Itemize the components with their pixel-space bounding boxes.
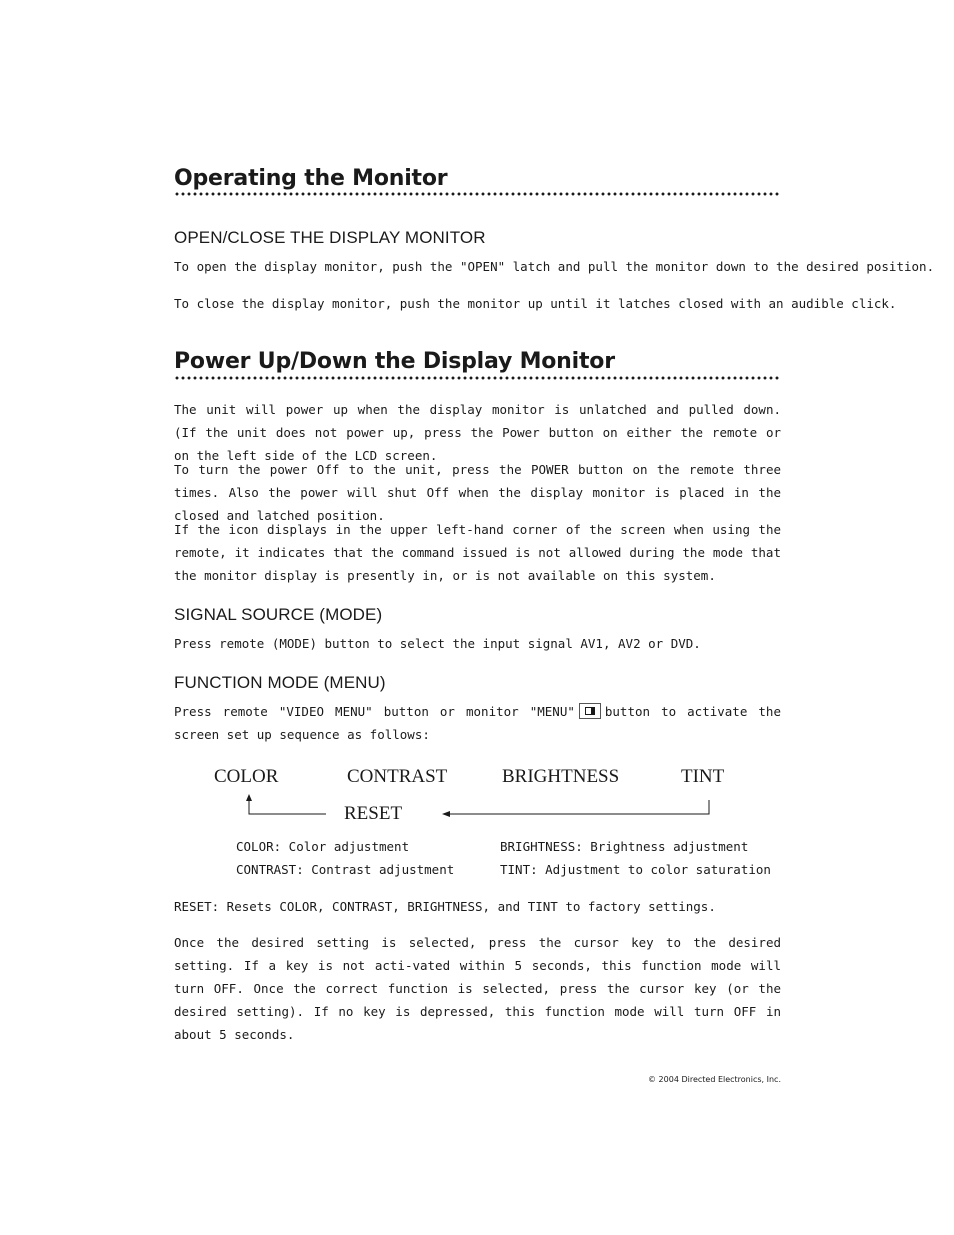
paragraph-closing: Once the desired setting is selected, press the cursor key to the desired setting. If a key is not acti-vated within 5 seconds, this function mode will turn OFF. Once the correct function is selected, press the cursor key (or the desired setting). If no key is depressed, this function mode will turn OFF in about 5 seconds.: [174, 935, 781, 1042]
seq-brightness: BRIGHTNESS: [502, 766, 620, 787]
function-text-a: Press remote "VIDEO MENU" button or monitor "MENU": [174, 704, 575, 719]
copyright-footer: © 2004 Directed Electronics, Inc.: [648, 1075, 781, 1084]
paragraph-function-mode: [174, 700, 781, 746]
paragraph-power-up: The unit will power up when the display monitor is unlatched and pulled down. (If the unit does not power up, press the Power button on either the remote or on the left side of the LCD screen.: [174, 402, 781, 463]
paragraph-icon-note: If the icon displays in the upper left-hand corner of the screen when using the remote, it indicates that the command issued is not allowed during the mode that the monitor display is presently in, or is not available on this system.: [174, 522, 781, 583]
arrow-reset-to-color: [249, 798, 326, 814]
seq-reset: RESET: [344, 803, 403, 824]
function-text-b: button to activate the screen set up sequence as follows:: [174, 704, 781, 742]
paragraph-power-off: To turn the power Off to the unit, press the POWER button on the remote three times. Also the power will shut Off when the display monitor is placed in the closed and latched position.: [174, 462, 781, 523]
seq-tint: TINT: [681, 766, 725, 787]
seq-contrast: CONTRAST: [347, 766, 448, 787]
def-contrast: CONTRAST: Contrast adjustment: [236, 862, 455, 877]
subheading-open-close: OPEN/CLOSE THE DISPLAY MONITOR: [174, 228, 486, 247]
menu-button-icon: [579, 703, 601, 719]
subheading-function-mode: FUNCTION MODE (MENU): [174, 673, 386, 692]
sequence-arrows: [174, 790, 781, 830]
arrowhead-left: [442, 811, 450, 817]
arrowhead-up: [246, 794, 252, 801]
def-brightness: BRIGHTNESS: Brightness adjustment: [500, 839, 749, 854]
dotted-rule: [174, 192, 781, 196]
def-tint: TINT: Adjustment to color saturation: [500, 862, 771, 877]
section-title-power: Power Up/Down the Display Monitor: [174, 349, 615, 374]
paragraph-open: To open the display monitor, push the "OPEN" latch and pull the monitor down to the desired position.: [174, 259, 935, 274]
subheading-signal-source: SIGNAL SOURCE (MODE): [174, 605, 383, 624]
seq-color: COLOR: [214, 766, 279, 787]
def-color: COLOR: Color adjustment: [236, 839, 410, 854]
paragraph-reset: RESET: Resets COLOR, CONTRAST, BRIGHTNESS, and TINT to factory settings.: [174, 899, 716, 914]
section-title-operating: Operating the Monitor: [174, 166, 448, 191]
dotted-rule: [174, 376, 781, 380]
arrow-tint-to-reset: [446, 800, 709, 814]
paragraph-signal-source: Press remote (MODE) button to select the input signal AV1, AV2 or DVD.: [174, 636, 701, 651]
paragraph-close: To close the display monitor, push the monitor up until it latches closed with an audible click.: [174, 296, 897, 311]
